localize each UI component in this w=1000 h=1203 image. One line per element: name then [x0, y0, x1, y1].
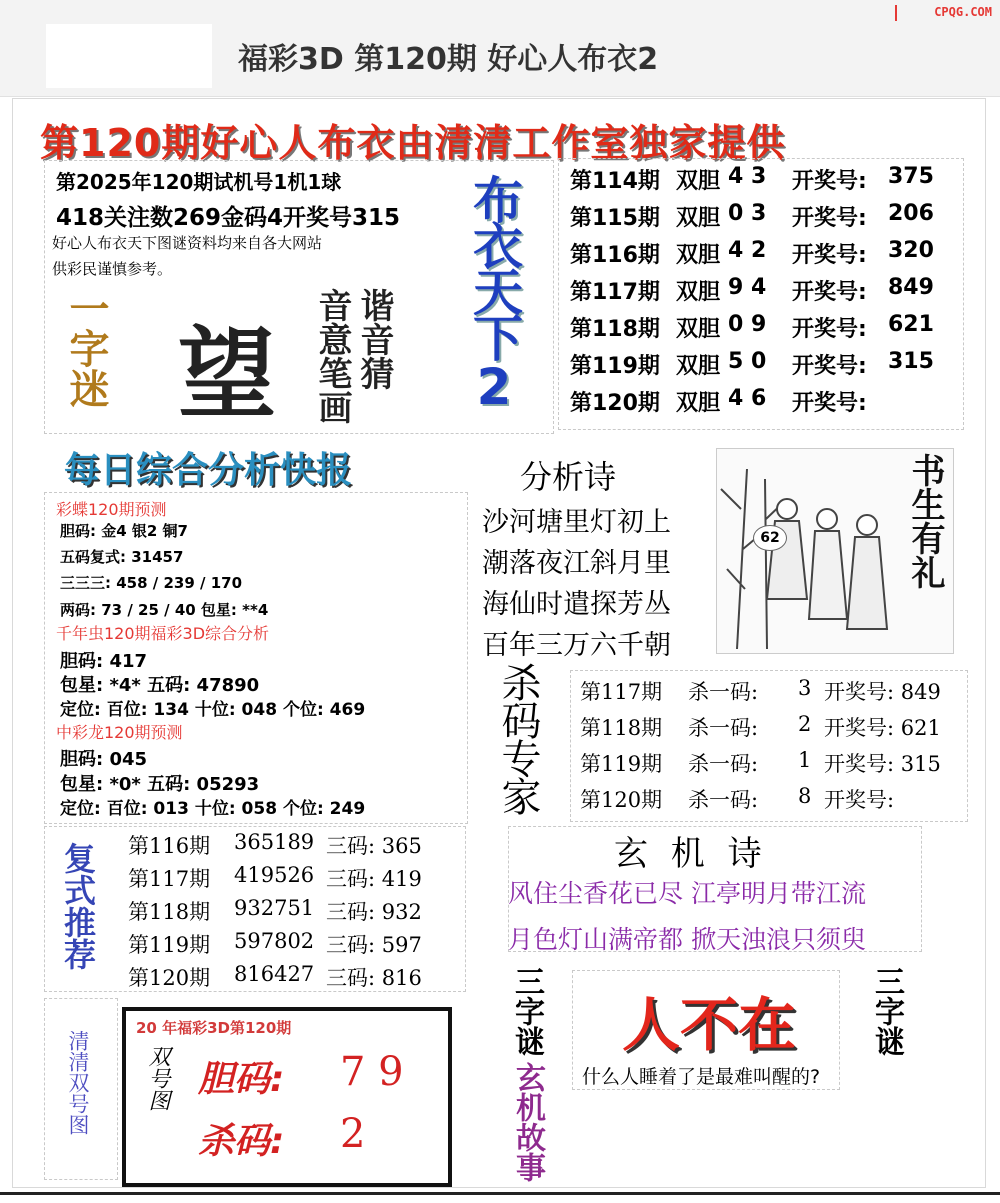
history-draw-label: 开奖号:: [792, 317, 867, 342]
history-pair-label: 双胆: [676, 169, 721, 194]
kill-label-text: 杀一码:: [688, 788, 759, 812]
zhongcai-pos: 定位: 百位: 013 十位: 058 个位: 249: [60, 799, 366, 819]
history-draw-label: 开奖号:: [792, 206, 867, 231]
fushi-san: 三码: 419: [326, 867, 422, 891]
fushi-issue: 第117期: [128, 867, 211, 891]
scholar-badge: 62: [753, 525, 787, 551]
riddle-label: 一字迷: [63, 288, 109, 408]
site-mark-bar: [895, 5, 897, 21]
shuanghao-head: 20 年福彩3D第120期: [136, 1019, 292, 1037]
fushi-nums: 816427: [234, 962, 315, 986]
qiannian-title: 千年虫120期福彩3D综合分析: [56, 624, 270, 643]
history-pair-label: 双胆: [676, 206, 721, 231]
sha-value: 2: [340, 1111, 366, 1157]
fushi-nums: 597802: [234, 929, 315, 953]
zhongcai-dan: 胆码: 045: [60, 749, 148, 770]
kill-issue: 第117期: [580, 680, 663, 704]
kill-draw: 开奖号: 849: [824, 680, 941, 704]
kill-draw: 开奖号:: [824, 788, 895, 812]
qiannian-dan: 胆码: 417: [60, 651, 148, 672]
intro-line-4: 供彩民谨慎参考。: [52, 260, 173, 278]
fushi-nums: 365189: [234, 830, 315, 854]
fushi-issue: 第120期: [128, 966, 211, 990]
caidie-dan: 胆码: 金4 银2 铜7: [60, 522, 188, 540]
scholar-title: 书生有礼: [905, 453, 945, 589]
kill-issue: 第120期: [580, 788, 663, 812]
riddle-hint-a: 谐音猜: [354, 288, 394, 390]
site-logo[interactable]: CPQG.COM: [934, 5, 992, 19]
kill-label-text: 杀一码:: [688, 752, 759, 776]
dan-label: 胆码:: [198, 1059, 285, 1100]
poem-title: 分析诗: [520, 458, 617, 496]
scholar-picture: [716, 448, 954, 654]
history-draw-label: 开奖号:: [792, 280, 867, 305]
fushi-label: 复式推荐: [59, 842, 97, 970]
history-pair: 0 3: [728, 201, 767, 226]
page-title: 福彩3D 第120期 好心人布衣2: [238, 42, 659, 77]
kill-issue: 第118期: [580, 716, 663, 740]
fushi-san: 三码: 365: [326, 834, 422, 858]
qiannian-pos: 定位: 百位: 134 十位: 048 个位: 469: [60, 700, 366, 720]
history-issue: 第118期: [570, 317, 660, 342]
bottom-rule: [0, 1192, 1000, 1195]
intro-line-2: 418关注数269金码4开奖号315: [56, 205, 401, 231]
xuanji-line-2: 月色灯山满帝都 掀天浊浪只须臾: [508, 925, 866, 954]
intro-line-1: 第2025年120期试机号1机1球: [56, 170, 342, 194]
kill-draw: 开奖号: 621: [824, 716, 941, 740]
kill-num: 3: [798, 676, 812, 700]
history-draw: 206: [888, 201, 934, 226]
history-pair: 5 0: [728, 349, 767, 374]
caidie-three: 三三三: 458 / 239 / 170: [60, 574, 242, 592]
shuanghao-panel: [122, 1007, 452, 1187]
shuanghao-side: 双号图: [145, 1045, 170, 1111]
fushi-san: 三码: 597: [326, 933, 422, 957]
kill-draw: 开奖号: 315: [824, 752, 941, 776]
qiannian-bao: 包星: *4* 五码: 47890: [60, 675, 260, 696]
kill-label-text: 杀一码:: [688, 680, 759, 704]
kill-issue: 第119期: [580, 752, 663, 776]
history-pair: 0 9: [728, 312, 767, 337]
history-pair: 4 2: [728, 238, 767, 263]
fushi-san: 三码: 932: [326, 900, 422, 924]
history-draw: 849: [888, 275, 934, 300]
poem-line: 海仙时遣探芳丛: [482, 589, 671, 620]
xuanji-story: 玄机故事: [510, 1062, 545, 1182]
caidie-fuma: 五码复式: 31457: [60, 548, 184, 566]
xuanji-title: 玄 机 诗: [614, 834, 768, 874]
banner-title: 第120期好心人布衣由清清工作室独家提供: [40, 121, 786, 165]
history-pair-label: 双胆: [676, 280, 721, 305]
fushi-issue: 第118期: [128, 900, 211, 924]
caidie-title: 彩蝶120期预测: [56, 500, 167, 519]
zhongcai-bao: 包星: *0* 五码: 05293: [60, 774, 260, 795]
riddle-hint-b: 音意笔画: [312, 288, 352, 424]
history-pair: 9 4: [728, 275, 767, 300]
fushi-nums: 932751: [234, 896, 315, 920]
dan-value: 7 9: [340, 1049, 404, 1095]
history-issue: 第120期: [570, 391, 660, 416]
history-draw-label: 开奖号:: [792, 354, 867, 379]
sanzi-left: 三字谜: [509, 966, 544, 1056]
history-issue: 第119期: [570, 354, 660, 379]
sha-label: 杀码:: [198, 1121, 285, 1162]
fushi-nums: 419526: [234, 863, 315, 887]
history-draw: 315: [888, 349, 934, 374]
logo-placeholder: [46, 24, 212, 88]
history-pair: 4 6: [728, 386, 767, 411]
caidie-two: 两码: 73 / 25 / 40 包星: **4: [60, 601, 269, 619]
header-bar: [0, 0, 1000, 97]
riddle-char: 望: [178, 318, 277, 432]
fushi-issue: 第119期: [128, 933, 211, 957]
sanzi-answer: 人不在: [622, 991, 797, 1059]
history-draw: 621: [888, 312, 934, 337]
history-draw-label: 开奖号:: [792, 169, 867, 194]
history-pair-label: 双胆: [676, 391, 721, 416]
buyi-title: 布衣天下2: [465, 174, 523, 412]
history-issue: 第114期: [570, 169, 660, 194]
sanzi-right: 三字谜: [869, 966, 904, 1056]
history-draw-label: 开奖号:: [792, 391, 867, 416]
intro-line-3: 好心人布衣天下图谜资料均来自各大网站: [52, 234, 323, 252]
sanzi-question: 什么人睡着了是最难叫醒的?: [582, 1066, 821, 1088]
zhongcai-title: 中彩龙120期预测: [56, 723, 183, 742]
history-pair-label: 双胆: [676, 317, 721, 342]
kill-num: 8: [798, 784, 812, 808]
history-pair: 4 3: [728, 164, 767, 189]
kill-num: 1: [798, 748, 812, 772]
history-pair-label: 双胆: [676, 354, 721, 379]
history-issue: 第116期: [570, 243, 660, 268]
kill-label: 杀码专家: [495, 662, 541, 814]
poem-line: 潮落夜江斜月里: [482, 548, 671, 579]
history-issue: 第115期: [570, 206, 660, 231]
history-draw: 320: [888, 238, 934, 263]
history-draw: 375: [888, 164, 934, 189]
fushi-issue: 第116期: [128, 834, 211, 858]
fushi-san: 三码: 816: [326, 966, 422, 990]
kill-num: 2: [798, 712, 812, 736]
shuanghao-label: 清清双号图: [66, 1030, 90, 1135]
history-draw-label: 开奖号:: [792, 243, 867, 268]
xuanji-line-1: 风住尘香花已尽 江亭明月带江流: [508, 879, 866, 908]
history-issue: 第117期: [570, 280, 660, 305]
daily-title: 每日综合分析快报: [64, 450, 353, 491]
kill-label-text: 杀一码:: [688, 716, 759, 740]
history-pair-label: 双胆: [676, 243, 721, 268]
poem-line: 沙河塘里灯初上: [482, 507, 671, 538]
poem-line: 百年三万六千朝: [482, 630, 671, 661]
